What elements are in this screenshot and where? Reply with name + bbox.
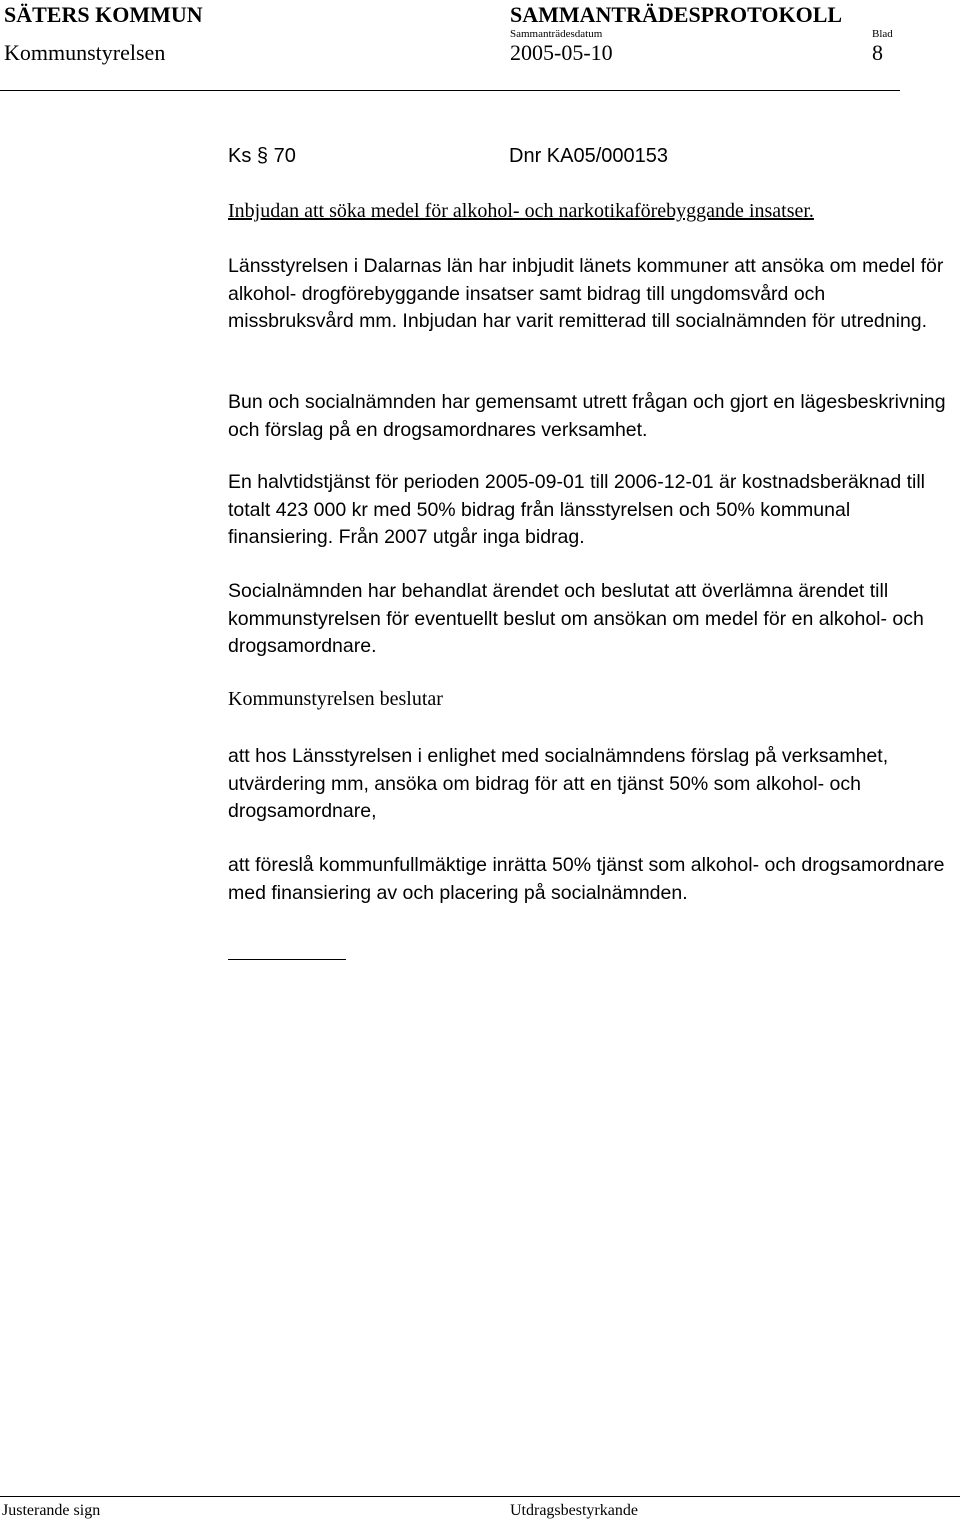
adjusting-signature-label: Justerande sign: [2, 1502, 101, 1519]
document-type: SAMMANTRÄDESPROTOKOLL: [510, 2, 843, 27]
body-paragraph: En halvtidstjänst för perioden 2005-09-01 till 2006-12-01 är kostnadsberäknad till totalt 423 000 kr med 50% bidrag från länsstyrelsen och 50% kommunal finansiering. Från 2007 utgår inga bidrag.: [228, 471, 926, 548]
footer-divider: [0, 1496, 960, 1497]
department-name: Kommunstyrelsen: [4, 40, 166, 65]
diary-number: Dnr KA05/000153: [509, 145, 669, 167]
item-subject: Inbjudan att söka medel för alkohol- och narkotikaförebyggande insatser.: [228, 200, 814, 222]
page-number: 8: [872, 40, 883, 65]
body-paragraph: Bun och socialnämnden har gemensamt utrett frågan och gjort en lägesbeskrivning och förslag på en drogsamordnares verksamhet.: [228, 391, 946, 441]
organization-name: SÄTERS KOMMUN: [4, 2, 203, 27]
decision-clause: att föreslå kommunfullmäktige inrätta 50% tjänst som alkohol- och drogsamordnare med finansiering av och placering på socialnämnden.: [228, 854, 945, 904]
page-label: Blad: [872, 28, 893, 40]
decision-heading: Kommunstyrelsen beslutar: [228, 688, 443, 710]
end-of-item-rule: [228, 959, 346, 960]
decision-clause: att hos Länsstyrelsen i enlighet med socialnämndens förslag på verksamhet, utvärdering mm, ansöka om bidrag för att en tjänst 50% som alkohol- och drogsamordnare,: [228, 745, 889, 822]
meeting-date: 2005-05-10: [510, 40, 613, 65]
date-label: Sammanträdesdatum: [510, 28, 603, 40]
extract-certification-label: Utdragsbestyrkande: [510, 1502, 638, 1519]
body-paragraph: Socialnämnden har behandlat ärendet och beslutat att överlämna ärendet till kommunstyrelsen för eventuellt beslut om ansökan om medel för en alkohol- och drogsamordnare.: [228, 580, 924, 657]
body-paragraph: Länsstyrelsen i Dalarnas län har inbjudit länets kommuner att ansöka om medel för alkohol- drogförebyggande insatser samt bidrag till ungdomsvård och missbruksvård mm. Inbjudan har varit remitterad till socialnämnden för utredning.: [228, 255, 944, 332]
paragraph-number: Ks § 70: [228, 145, 296, 167]
header-divider: [0, 90, 900, 91]
